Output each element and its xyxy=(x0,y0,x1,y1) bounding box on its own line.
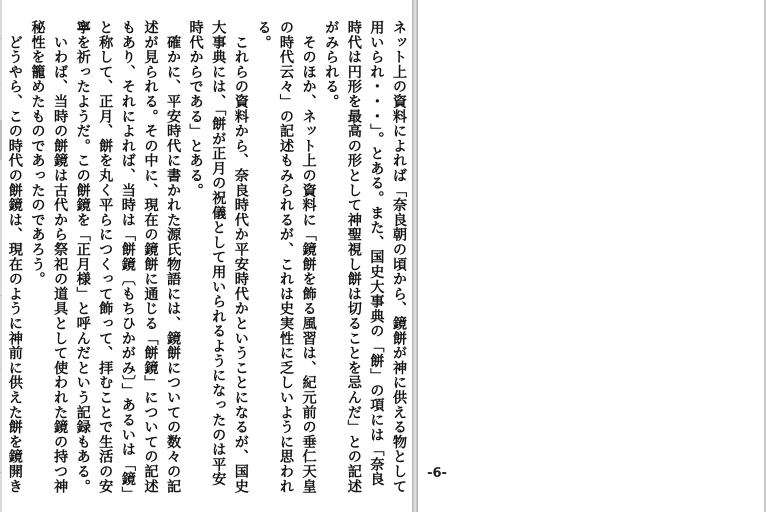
right-page-body-text xyxy=(432,20,728,500)
left-page-body-text: ネット上の資料によれば「奈良朝の頃から、鏡餅が神に供える物として用いられ・・・」。とある。また、国史大事典の「餅」の項には「奈良時代は円形を最高の形として神聖視し餅は切ることを忌んだ」との記述がみられる。 そのほか、ネット上の資料に「鏡餅を飾る風習は、紀元前の垂仁天皇の時代云々」の記述もみられるが、これは史実性に乏しいように思われる。 これらの資料から、奈良時代か平安時代かということになるが、国史大事典には、「餅が正月の祝儀として用いられるようになったのは平安時代からである」とある。 確かに、平安時代に書かれた源氏物語には、鏡餅についての数々の記述が見られる。その中に、現在の鏡餅に通じる「餅鏡」についての記述もあり、それによれば、当時は「餅鏡〔もちひかがみ〕」あるいは「鏡」と称して、正月、餅を丸く平らにつくって飾って、拝むことで生活の安寧を祈ったようだ。この餅鏡を「正月様」と呼んだという記録もある。 いわば、当時の餅鏡は古代から祭祀の道具として使われた鏡の持つ神秘性を籠めたものであったのであろう。 どうやら、この時代の餅鏡は、現在のように神前に供えた餅を鏡開き xyxy=(6,20,407,495)
page-number: -6- xyxy=(427,466,447,481)
